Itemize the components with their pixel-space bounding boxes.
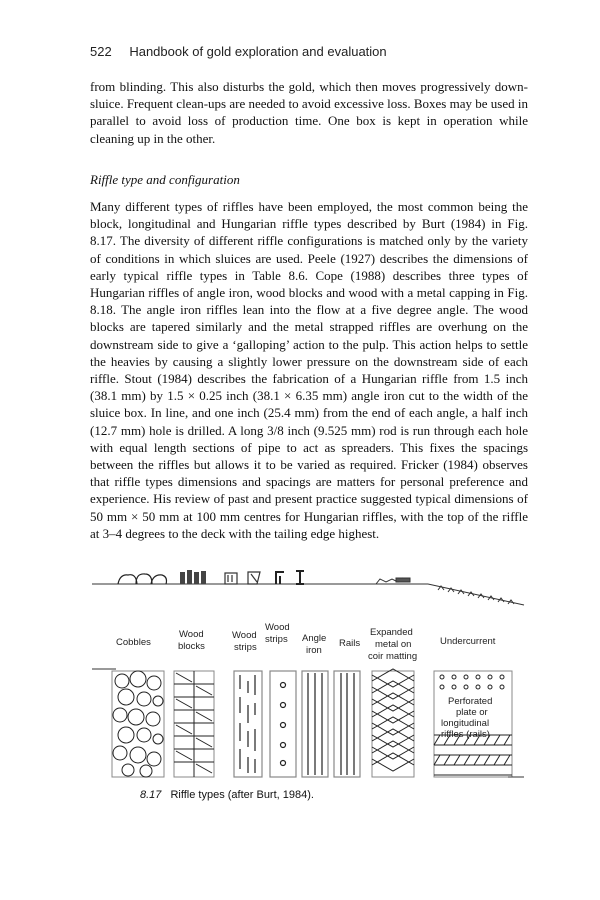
section-heading: Riffle type and configuration [90, 172, 240, 187]
label-expanded-2: metal on [375, 639, 412, 650]
angle-iron-profile [276, 572, 284, 584]
running-header [90, 44, 387, 59]
label-expanded-1: Expanded [370, 627, 413, 638]
running-title: Handbook of gold exploration and evaluation [129, 44, 387, 59]
riffle-types-illustration [88, 563, 528, 783]
label-rails: Rails [339, 638, 361, 649]
label-wood-blocks-2: blocks [178, 641, 205, 652]
label-perforated-1: Perforated [448, 696, 493, 707]
label-wood-strips-b-2: strips [265, 634, 288, 645]
label-cobbles: Cobbles [116, 637, 151, 648]
label-angle-iron-2: iron [306, 645, 322, 656]
label-perforated-4: riffles (rails) [441, 729, 490, 740]
label-wood-blocks-1: Wood [179, 629, 204, 640]
expanded-metal-profile [376, 578, 410, 584]
wood-strips-profile [225, 573, 237, 584]
figure-number: 8.17 [140, 789, 162, 801]
paragraph-1: from blinding. This also disturbs the gold, which then moves progressively down-sluice. Frequent clean-ups are needed to avoid excessive loss. Boxes may be used in parallel to avoid loss of production time. One box is kept in operation while cleaning up in the other. [90, 79, 528, 146]
figure-caption-text: Riffle types (after Burt, 1984). [170, 789, 314, 801]
angle-iron-plan [302, 671, 328, 777]
wood-strips-a-plan [234, 671, 262, 777]
paragraph-2: Many different types of riffles have been employed, the most common being the block, longitudinal and Hungarian riffle types described by Burt (1984) in Fig. 8.17. The diversity of different riffle configurations is matched only by the variety of conditions in which sluices are used. Peele (1927) describes the dimensions of early typical riffle types in Table 8.6. Cope (1988) describes three types of Hungarian riffles of angle iron, wood blocks and wood with a metal capping in Fig. 8.18. The angle iron riffles lean into the flow at a five degree angle. The wood blocks are tapered similarly and the metal strapped riffles are overhung on the downstream side to give a ‘galloping’ action to the pulp. This action helps to settle the heavies by causing a slightly lower pressure on the downstream side of each riffle. Stout (1984) describes the fabrication of a Hungarian riffle from 1.5 inch (38.1 mm) by 1.5 × 0.25 inch (38.1 × 6.35 mm) angle iron cut to the width of the sluice box. In line, and one inch (25.4 mm) from the end of each angle, a half inch (12.7 mm) hole is drilled. A long 3/8 inch (9.525 mm) rod is run through each hole with equal length sections of pipe to act as spreaders. This fixes the spacings between the riffles but allows it to be varied as required. Fricker (1984) observes that riffle types dimensions and spacings are matters for personal preference and experience. His review of past and present practice suggested typical dimensions of 50 mm × 50 mm at 100 mm centres for Hungarian riffles, with the top of the riffle at 3–4 degrees to the deck with the tailing edge highest. [90, 199, 528, 541]
label-wood-strips-b-1: Wood [265, 622, 290, 633]
label-wood-strips-a-1: Wood [232, 630, 257, 641]
label-perforated-3: longitudinal [441, 718, 490, 729]
wood-blocks-plan [174, 671, 214, 777]
expanded-metal-plan [372, 669, 414, 777]
rails-profile [296, 571, 304, 584]
wood-strips-b-profile [248, 572, 260, 584]
label-expanded-3: coir matting [368, 651, 418, 662]
figure-riffle-types [88, 563, 528, 783]
label-perforated-2: plate or [456, 707, 488, 718]
wood-strips-b-plan [270, 671, 296, 777]
rails-plan [334, 671, 360, 777]
label-wood-strips-a-2: strips [234, 642, 257, 653]
label-angle-iron-1: Angle [302, 633, 327, 644]
page-number: 522 [90, 44, 112, 59]
label-undercurrent: Undercurrent [440, 636, 496, 647]
cobbles-plan [112, 671, 164, 777]
wood-blocks-profile [180, 570, 206, 584]
cobbles-profile [118, 574, 167, 584]
figure-caption [140, 789, 314, 801]
